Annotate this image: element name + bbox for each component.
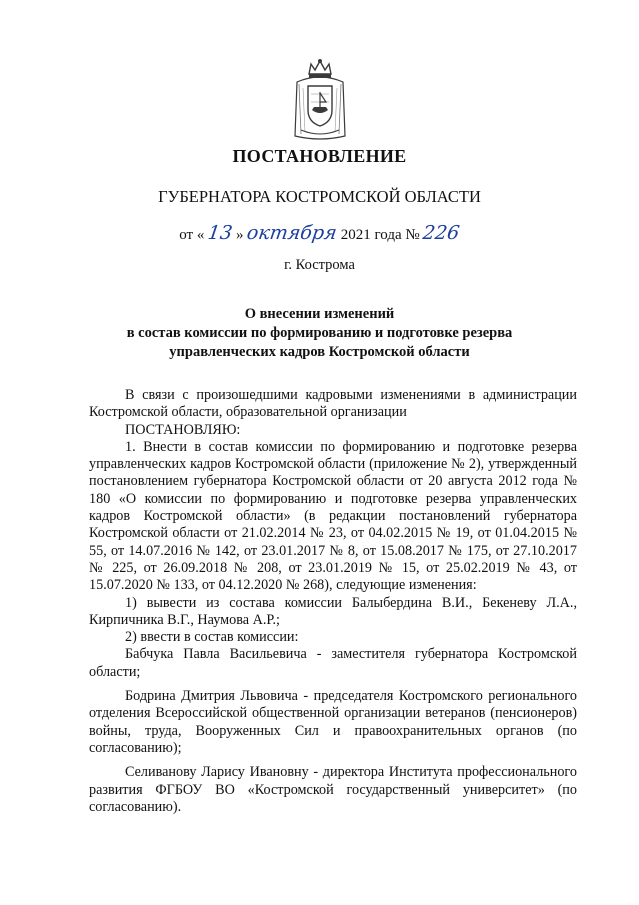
member-selivanova-paragraph: Селиванову Ларису Ивановну - директора Института профессионального развития ФГБОУ ВО «Костромской государственный университет» (по согласованию). bbox=[89, 764, 577, 815]
heading-line: О внесении изменений bbox=[244, 306, 395, 322]
document-number-handwritten: 226 bbox=[421, 222, 462, 244]
document-body bbox=[89, 387, 577, 816]
member-babchuk-paragraph: Бабчука Павла Васильевича - заместителя губернатора Костромской области; bbox=[89, 646, 577, 680]
member-bodrin-paragraph: Бодрина Дмитрия Львовича - председателя Костромского регионального отделения Всероссийской общественной организации ветеранов (пенсионеров) войны, труда, Вооруженных Сил и правоохранительных органов (по согласованию); bbox=[89, 688, 577, 756]
document-issuer: ГУБЕРНАТОРА КОСТРОМСКОЙ ОБЛАСТИ bbox=[158, 187, 481, 206]
subitem-1-paragraph: 1) вывести из состава комиссии Балыбердина В.И., Бекеневу Л.А., Кирпичника В.Г., Наумова А.Р.; bbox=[89, 594, 577, 628]
document-dateline bbox=[0, 222, 639, 244]
subitem-2-paragraph: 2) ввести в состав комиссии: bbox=[125, 629, 299, 646]
resolution-word: ПОСТАНОВЛЯЮ: bbox=[125, 421, 241, 438]
date-separator: » bbox=[236, 227, 244, 243]
date-month-handwritten: октября bbox=[245, 222, 339, 244]
item-1-paragraph: 1. Внести в состав комиссии по формированию и подготовке резерва управленческих кадров Костромской области (приложение № 2), утвержденный постановлением губернатора Костромской области от 20 августа 2012 года № 180 «О комиссии по формированию и подготовке резерва управленческих кадров Костромской области» (в редакции постановлений губернатора Костромской области от 21.02.2014 № 23, от 04.02.2015 № 19, от 01.04.2015 № 55, от 14.07.2016 № 142, от 23.01.2017 № 8, от 15.08.2017 № 175, от 27.10.2017 № 225, от 26.09.2018 № 208, от 23.01.2019 № 15, от 25.02.2019 № 43, от 15.07.2020 № 133, от 04.12.2020 № 268), следующие изменения: bbox=[89, 438, 577, 594]
heading-line: в состав комиссии по формированию и подготовке резерва bbox=[126, 325, 513, 341]
date-year-text: 2021 года № bbox=[340, 227, 420, 243]
document-heading bbox=[0, 305, 639, 362]
preamble-paragraph: В связи с произошедшими кадровыми изменениями в администрации Костромской области, образовательной организации bbox=[89, 387, 577, 421]
date-day-handwritten: 13 bbox=[206, 222, 234, 244]
document-city: г. Кострома bbox=[284, 257, 355, 273]
heading-line: управленческих кадров Костромской области bbox=[169, 344, 470, 360]
coat-of-arms-icon bbox=[291, 58, 349, 142]
date-prefix: от « bbox=[179, 227, 205, 243]
document-title: ПОСТАНОВЛЕНИЕ bbox=[232, 146, 407, 166]
